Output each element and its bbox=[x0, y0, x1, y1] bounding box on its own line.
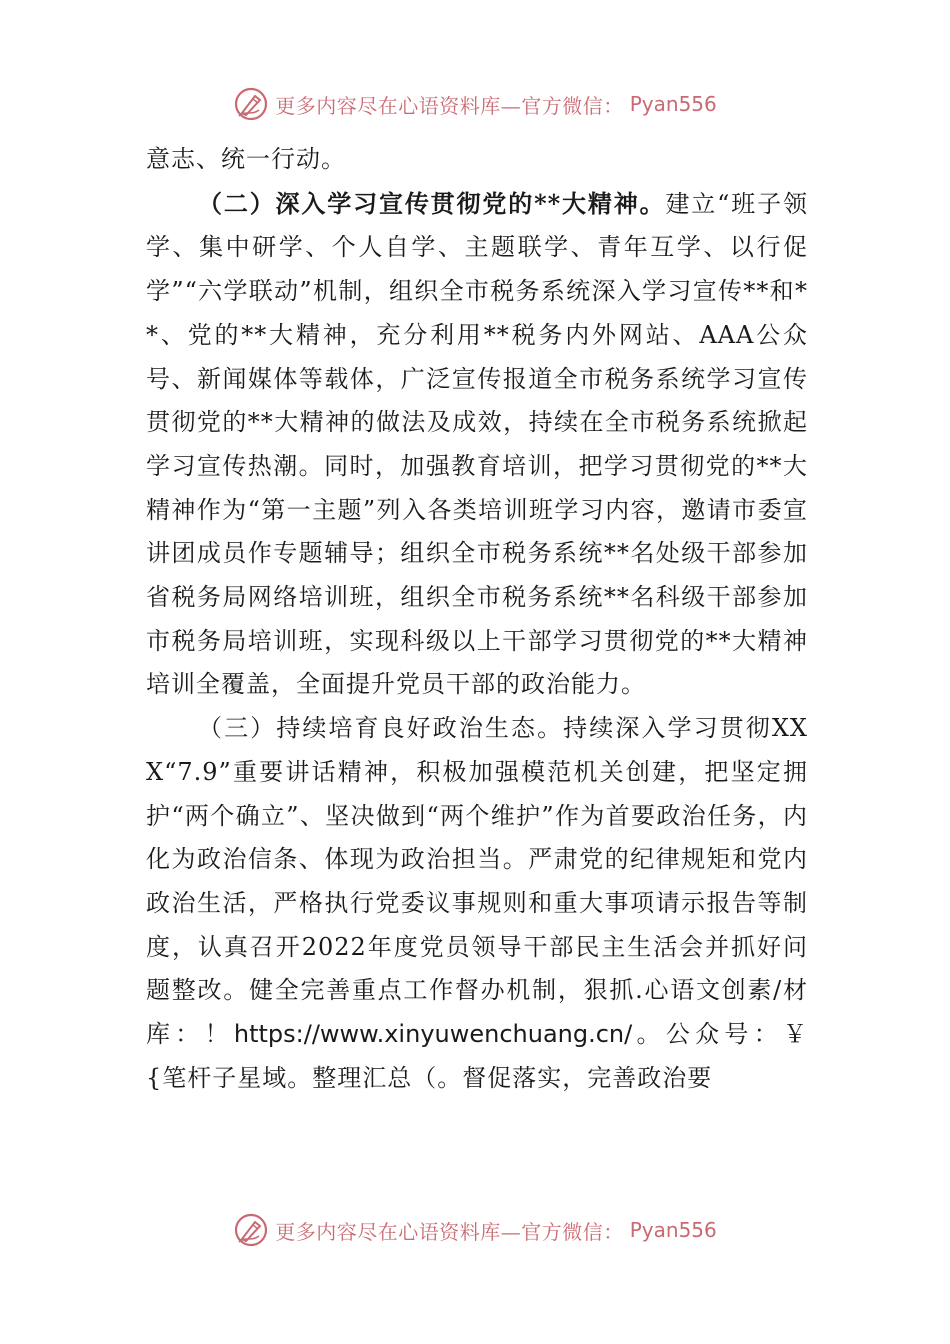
watermark-handle: Pyan556 bbox=[629, 1218, 717, 1242]
paragraph-3-text-b: 。公众号：￥{笔杆子星域。整理汇总（。督促落实，完善政治要 bbox=[146, 1020, 809, 1092]
watermark-site-text: 更多内容尽在心语资料库—官方微信： bbox=[275, 93, 624, 118]
paragraph-2-body: 建立“班子领学、集中研学、个人自学、主题联学、青年互学、以行促学”“六学联动”机制，组织全市税务系统深入学习宣传**和**、党的**大精神，充分利用**税务内外网站、AAA公众号、新闻媒体等载体，广泛宣传报道全市税务系统学习宣传贯彻党的**大精神的做法及成效，持续在全市税务系统掀起学习宣传热潮。同时，加强教育培训，把学习贯彻党的**大精神作为“第一主题”列入各类培训班学习内容，邀请市委宣讲团成员作专题辅导；组织全市税务系统**名处级干部参加省税务局网络培训班，组织全市税务系统**名科级干部参加市税务局培训班，实现科级以上干部学习贯彻党的**大精神培训全覆盖，全面提升党员干部的政治能力。 bbox=[146, 189, 808, 699]
watermark-header bbox=[0, 84, 950, 124]
paragraph-1: 意志、统一行动。 bbox=[146, 145, 346, 173]
paragraph-3-url: https://www.xinyuwenchuang.cn/ bbox=[233, 1020, 633, 1049]
pen-nib-icon bbox=[233, 86, 269, 122]
paragraph-3-text-a: （三）持续培育良好政治生态。持续深入学习贯彻XXX“7.9”重要讲话精神，积极加强模范机关创建，把坚定拥护“两个确立”、坚决做到“两个维护”作为首要政治任务，内化为政治信条、体现为政治担当。严肃党的纪律规矩和党内政治生活，严格执行党委议事规则和重大事项请示报告等制度，认真召开2022年度党员领导干部民主生活会并抓好问题整改。健全完善重点工作督办机制，狠抓.心语文创素/材库：！ bbox=[146, 714, 808, 1049]
watermark-footer bbox=[0, 1210, 950, 1250]
paragraph-3 bbox=[146, 707, 808, 1100]
paragraph-2 bbox=[146, 182, 808, 707]
document-body bbox=[146, 138, 808, 1100]
paragraph-2-heading: （二）深入学习宣传贯彻党的**大精神。 bbox=[198, 188, 666, 218]
watermark-site-text: 更多内容尽在心语资料库—官方微信： bbox=[275, 1219, 624, 1244]
pen-nib-icon bbox=[233, 1212, 269, 1248]
watermark-handle: Pyan556 bbox=[629, 92, 717, 116]
